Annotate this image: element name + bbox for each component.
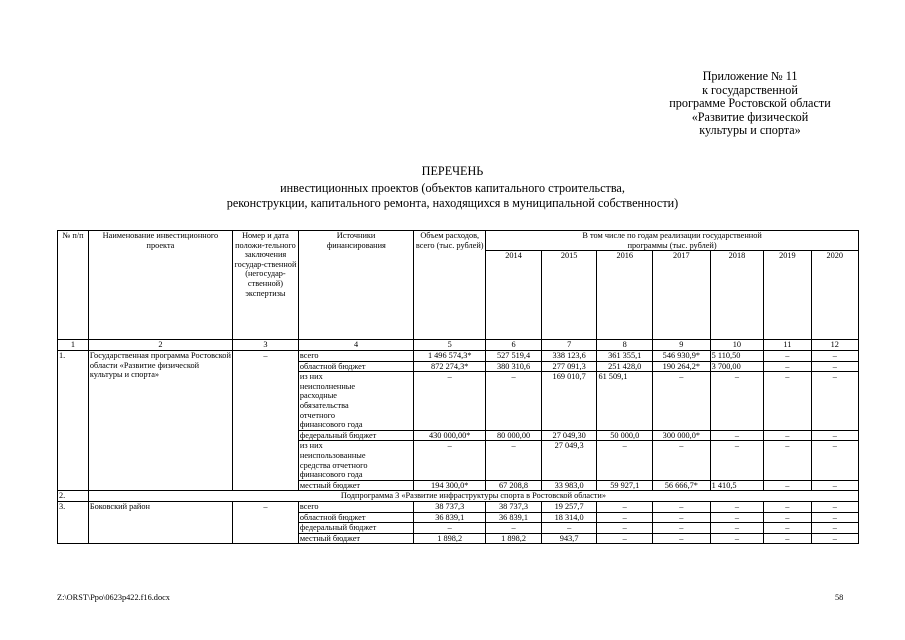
document-subtitle-line-1: инвестиционных проектов (объектов капитального строительства,	[280, 181, 625, 195]
value-cell: 546 930,9*	[653, 351, 711, 362]
value-cell: 361 355,1	[597, 351, 653, 362]
header-year: 2020	[811, 251, 858, 340]
value-cell: –	[710, 523, 764, 534]
value-cell: –	[486, 441, 542, 480]
header-sources: Источники финансирования	[298, 231, 413, 340]
value-cell: 67 208,8	[486, 480, 542, 491]
value-cell: 872 274,3*	[414, 361, 486, 372]
value-cell: 56 666,7*	[653, 480, 711, 491]
value-cell: –	[653, 533, 711, 544]
value-cell: 59 927,1	[597, 480, 653, 491]
column-number: 12	[811, 340, 858, 351]
header-num: № п/п	[58, 231, 89, 340]
value-cell: 27 049,30	[541, 430, 597, 441]
value-cell: –	[811, 501, 858, 512]
value-cell: –	[653, 441, 711, 480]
row-num: 2.	[58, 491, 89, 502]
value-cell: –	[811, 512, 858, 523]
value-cell: 36 839,1	[414, 512, 486, 523]
value-cell: –	[653, 512, 711, 523]
header-expertise: Номер и дата положи-тельного заключения государ-ственной (негосудар-ственной) экспертизы	[233, 231, 299, 340]
value-cell: –	[653, 523, 711, 534]
value-cell: 943,7	[541, 533, 597, 544]
row-num: 3.	[58, 501, 89, 543]
header-year: 2019	[764, 251, 811, 340]
funding-source: федеральный бюджет	[298, 523, 413, 534]
value-cell: –	[414, 523, 486, 534]
value-cell: 18 314,0	[541, 512, 597, 523]
value-cell: 251 428,0	[597, 361, 653, 372]
value-cell: 300 000,0*	[653, 430, 711, 441]
header-years-group: В том числе по годам реализации государственной программы (тыс. рублей)	[486, 231, 859, 251]
header-year: 2016	[597, 251, 653, 340]
value-cell: 27 049,3	[541, 441, 597, 480]
appendix-line-3: программе Ростовской области	[669, 96, 831, 110]
value-cell: 3 700,00	[710, 361, 764, 372]
value-cell: –	[486, 523, 542, 534]
value-cell: 430 000,00*	[414, 430, 486, 441]
column-number: 10	[710, 340, 764, 351]
appendix-block	[630, 70, 870, 138]
value-cell: –	[710, 512, 764, 523]
value-cell: –	[811, 480, 858, 491]
footer-page-number: 58	[835, 593, 844, 602]
funding-source: областной бюджет	[298, 512, 413, 523]
table-row-subprogram	[58, 491, 859, 502]
value-cell: –	[597, 533, 653, 544]
value-cell: –	[414, 372, 486, 431]
value-cell: –	[811, 430, 858, 441]
value-cell: –	[764, 372, 811, 431]
subprogram-title: Подпрограмма 3 «Развитие инфраструктуры спорта в Ростовской области»	[88, 491, 858, 502]
value-cell: –	[710, 372, 764, 431]
header-year: 2017	[653, 251, 711, 340]
value-cell: –	[764, 430, 811, 441]
column-number: 6	[486, 340, 542, 351]
value-cell: 527 519,4	[486, 351, 542, 362]
funding-source: из них неиспользованные средства отчетного финансового года	[298, 441, 413, 480]
value-cell: 277 091,3	[541, 361, 597, 372]
funding-source: местный бюджет	[298, 533, 413, 544]
value-cell: 38 737,3	[414, 501, 486, 512]
appendix-line-5: культуры и спорта»	[699, 123, 801, 137]
project-name: Боковский район	[88, 501, 232, 543]
funding-source: местный бюджет	[298, 480, 413, 491]
value-cell: –	[541, 523, 597, 534]
funding-source: областной бюджет	[298, 361, 413, 372]
column-number: 1	[58, 340, 89, 351]
value-cell: –	[811, 523, 858, 534]
value-cell: 33 983,0	[541, 480, 597, 491]
value-cell: 19 257,7	[541, 501, 597, 512]
value-cell: –	[764, 523, 811, 534]
value-cell: –	[414, 441, 486, 480]
value-cell: 1 898,2	[486, 533, 542, 544]
header-year: 2015	[541, 251, 597, 340]
column-number: 4	[298, 340, 413, 351]
expertise-value: –	[233, 501, 299, 543]
value-cell: –	[811, 351, 858, 362]
value-cell: –	[710, 501, 764, 512]
value-cell: –	[653, 501, 711, 512]
value-cell: –	[710, 533, 764, 544]
value-cell: –	[811, 533, 858, 544]
project-name: Государственная программа Ростовской области «Развитие физической культуры и спорта»	[88, 351, 232, 491]
value-cell: –	[811, 372, 858, 431]
column-number-row	[58, 340, 859, 351]
table-row	[58, 501, 859, 512]
value-cell: 1 496 574,3*	[414, 351, 486, 362]
column-number: 2	[88, 340, 232, 351]
column-number: 5	[414, 340, 486, 351]
row-num: 1.	[58, 351, 89, 491]
table-row	[58, 351, 859, 362]
value-cell: 190 264,2*	[653, 361, 711, 372]
value-cell: –	[764, 533, 811, 544]
value-cell: 36 839,1	[486, 512, 542, 523]
column-number: 8	[597, 340, 653, 351]
value-cell: –	[486, 372, 542, 431]
value-cell: –	[710, 441, 764, 480]
value-cell: –	[764, 480, 811, 491]
header-volume: Объем расходов, всего (тыс. рублей)	[414, 231, 486, 340]
footer-file-path: Z:\ORST\Ppo\0623p422.f16.docx	[57, 593, 170, 602]
document-title: ПЕРЕЧЕНЬ	[421, 164, 484, 178]
value-cell: 50 000,0	[597, 430, 653, 441]
funding-source: всего	[298, 351, 413, 362]
header-year: 2018	[710, 251, 764, 340]
value-cell: 380 310,6	[486, 361, 542, 372]
column-number: 3	[233, 340, 299, 351]
value-cell: –	[710, 430, 764, 441]
value-cell: –	[597, 523, 653, 534]
funding-source: всего	[298, 501, 413, 512]
investment-projects-table	[57, 230, 859, 544]
column-number: 11	[764, 340, 811, 351]
value-cell: –	[764, 501, 811, 512]
value-cell: 80 000,00	[486, 430, 542, 441]
value-cell: –	[811, 361, 858, 372]
value-cell: 61 509,1	[597, 372, 653, 431]
appendix-line-4: «Развитие физической	[691, 109, 809, 124]
header-year: 2014	[486, 251, 542, 340]
value-cell: –	[764, 351, 811, 362]
appendix-line-1: Приложение № 11	[702, 69, 798, 83]
value-cell: –	[597, 512, 653, 523]
expertise-value: –	[233, 351, 299, 491]
header-row	[58, 231, 859, 251]
value-cell: 38 737,3	[486, 501, 542, 512]
funding-source: федеральный бюджет	[298, 430, 413, 441]
funding-source: из них неисполненные расходные обязательства отчетного финансового года	[298, 372, 413, 431]
column-number: 7	[541, 340, 597, 351]
value-cell: 1 898,2	[414, 533, 486, 544]
value-cell: 169 010,7	[541, 372, 597, 431]
value-cell: 338 123,6	[541, 351, 597, 362]
header-name: Наименование инвестиционного проекта	[88, 231, 232, 340]
value-cell: –	[764, 512, 811, 523]
appendix-line-2: к государственной	[702, 82, 798, 97]
column-number: 9	[653, 340, 711, 351]
value-cell: –	[597, 501, 653, 512]
value-cell: 194 300,0*	[414, 480, 486, 491]
value-cell: –	[764, 361, 811, 372]
value-cell: –	[653, 372, 711, 431]
value-cell: 5 110,50	[710, 351, 764, 362]
value-cell: –	[764, 441, 811, 480]
value-cell: –	[811, 441, 858, 480]
document-subtitle-line-2: реконструкции, капитального ремонта, находящихся в муниципальной собственности)	[226, 196, 679, 210]
value-cell: –	[597, 441, 653, 480]
value-cell: 1 410,5	[710, 480, 764, 491]
